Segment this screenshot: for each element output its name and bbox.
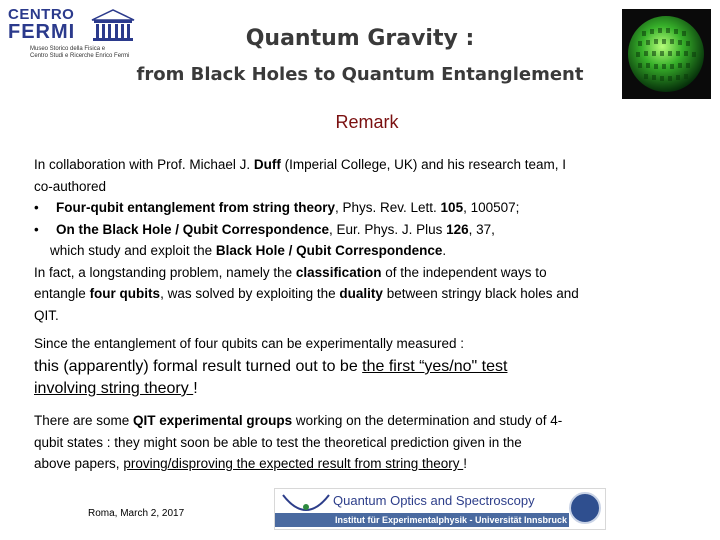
footer-date: Roma, March 2, 2017 [88, 508, 185, 519]
quantum-optics-banner [274, 488, 606, 530]
logo-line1: CENTRO [8, 6, 75, 23]
page-subtitle: from Black Holes to Quantum Entanglement [136, 64, 584, 85]
paper-item-2: • On the Black Hole / Qubit Correspondence, Eur. Phys. J. Plus 126, 37, [34, 221, 495, 237]
para1-line8: QIT. [34, 307, 59, 323]
page-title: Quantum Gravity : [245, 26, 475, 51]
collaboration-paragraph [34, 154, 704, 326]
remark-heading: Remark [335, 112, 399, 132]
banner-title: Quantum Optics and Spectroscopy [333, 493, 535, 508]
logo-line2: FERMI [8, 21, 76, 43]
para1-line2: co-authored [34, 178, 107, 194]
logo-subtitle-1: Museo Storico della Fisica e [30, 46, 106, 52]
para1-line7: entangle four qubits, was solved by exploiting the duality between stringy black holes and [34, 286, 579, 301]
experimental-groups-paragraph: There are some QIT experimental groups working on the determination and study of 4- qubit states : they might soon be able to test the theoretical prediction given in the above papers, proving/disproving the expected result from string theory ! [34, 413, 563, 471]
result-statement: this (apparently) formal result turned out to be the first “yes/no" test involving string theory ! [34, 358, 508, 397]
para1-line6: In fact, a longstanding problem, namely the classification of the independent ways to [34, 264, 547, 280]
wave-curve-icon [281, 491, 331, 513]
quantum-sphere-image [622, 9, 711, 99]
paper-item-1: • Four-qubit entanglement from string theory, Phys. Rev. Lett. 105, 100507; [34, 200, 520, 215]
since-line: Since the entanglement of four qubits can be experimentally measured : [34, 336, 465, 351]
para1-line5: which study and exploit the Black Hole / Qubit Correspondence. [50, 243, 447, 258]
para1-line1: In collaboration with Prof. Michael J. Duff (Imperial College, UK) and his research team, I [34, 157, 566, 172]
banner-subtitle: Institut für Experimentalphysik - Universität Innsbruck [275, 513, 569, 527]
university-seal-icon [569, 492, 601, 524]
logo-subtitle-2: Centro Studi e Ricerche Enrico Fermi [30, 53, 130, 59]
